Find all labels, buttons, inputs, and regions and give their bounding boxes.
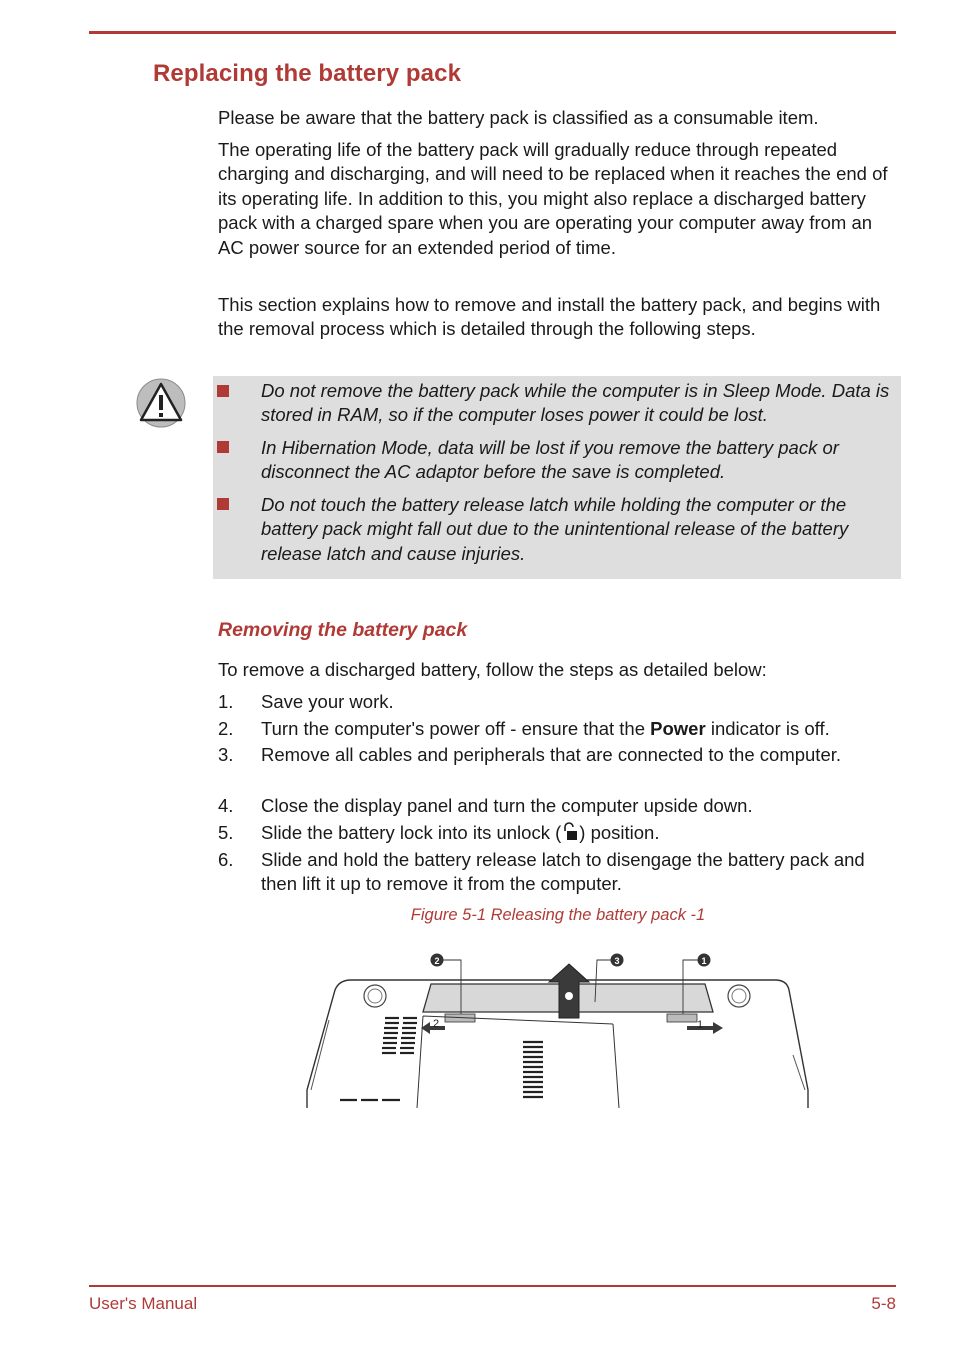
step-text: Remove all cables and peripherals that are connected to the computer. [261,744,842,765]
callout-1: 1 [701,956,707,966]
step-number: 1. [218,691,234,712]
warning-bullet [217,441,229,453]
step-number: 2. [218,718,234,739]
intro-paragraph: Please be aware that the battery pack is classified as a consumable item. [218,107,819,128]
warning-release-latch: Do not touch the battery release latch while holding the computer or the battery pack might fall out due to the unintentional release of the battery release latch and cause injuries. [261,494,849,564]
step-text: Turn the computer's power off - ensure that the Power indicator is off. [261,718,830,739]
section-title: Replacing the battery pack [153,60,462,87]
warning-box [213,376,901,579]
step-text: Save your work. [261,691,394,712]
warning-bullet [217,498,229,510]
step-number: 4. [218,795,234,816]
footer-page-number: 5-8 [871,1294,896,1313]
warning-icon [136,378,186,428]
callout-3: 3 [614,956,620,966]
arrow-label-1: 1 [697,1019,704,1031]
step-number: 6. [218,849,234,870]
warning-hibernation: In Hibernation Mode, data will be lost if you remove the battery pack or disconnect the AC adaptor before the save is completed. [261,437,839,483]
step-text: Slide the battery lock into its unlock ( ) position. [261,822,660,843]
step-text: Slide and hold the battery release latch to disengage the battery pack and then lift it up to remove it from the computer. [261,849,865,895]
footer-manual-title: User's Manual [89,1294,198,1313]
power-label: Power [650,718,706,739]
warning-sleep-mode: Do not remove the battery pack while the computer is in Sleep Mode. Data is stored in RAM, so if the computer loses power it could be lost. [261,380,890,426]
step-number: 3. [218,744,234,765]
arrow-label-2: 2 [433,1018,440,1030]
figure-caption: Figure 5-1 Releasing the battery pack -1 [410,906,706,924]
operating-life-paragraph: The operating life of the battery pack will gradually reduce through repeated charging and discharging, and will need to be replaced when it reaches the end of its operating life. In addition to this, you might also replace a discharged battery pack with a charged spare when you are operating your computer away from an AC power source for an extended period of time. [218,139,888,258]
warning-bullet [217,385,229,397]
section-explanation-paragraph: This section explains how to remove and install the battery pack, and begins with the removal process which is detailed through the following steps. [218,294,881,340]
callout-2: 2 [434,956,440,966]
step-number: 5. [218,822,234,843]
subsection-title: Removing the battery pack [218,619,468,641]
step-text: Close the display panel and turn the computer upside down. [261,795,753,816]
header-rule [89,31,896,34]
unlock-icon [561,822,579,842]
battery-release-illustration [305,950,810,1108]
steps-intro: To remove a discharged battery, follow the steps as detailed below: [218,659,767,680]
footer-rule [89,1285,896,1287]
